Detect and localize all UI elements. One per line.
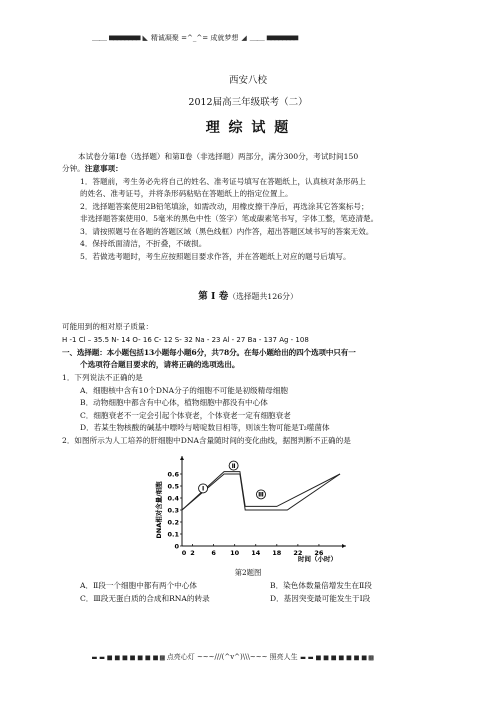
header-right-triangle: ◢	[241, 33, 247, 42]
y-tick-label: 0.3	[167, 506, 179, 515]
x-tick-label: 22	[293, 549, 303, 557]
note-1-cont: 的姓名、准考证号，并将条形码粘贴在答题纸上的指定位置上。	[80, 189, 293, 198]
intro-line-1: 本试卷分第Ⅰ卷（选择题）和第Ⅱ卷（非选择题）两部分，满分300分，考试时间150	[78, 152, 359, 161]
dna-content-chart	[150, 452, 360, 564]
header-decoration	[92, 32, 410, 43]
x-tick-label: 6	[211, 549, 216, 557]
footer-left-mark: ▩	[159, 652, 164, 662]
q2-option-c: C．Ⅲ段无蛋白质的合成和RNA的转录	[80, 594, 210, 603]
header-slogan: 精诚凝聚 =^_^= 成就梦想	[150, 33, 239, 42]
section-subtitle: （选择题共126分）	[228, 292, 298, 301]
y-tick-label: 0.5	[167, 482, 179, 491]
segment-label-2: Ⅱ	[231, 462, 236, 470]
y-tick-label: 0.2	[167, 518, 179, 527]
note-4: 4．保持纸面清洁，不折叠，不破损。	[80, 239, 207, 248]
subject-title: 理 综 试 题	[205, 120, 291, 136]
q1-option-d: D．若某生物核酸的碱基中嘌呤与嘧啶数目相等，则该生物可能是T₂噬菌体	[80, 423, 330, 432]
y-tick-label: 0.1	[167, 530, 179, 539]
atomic-mass-label: 可能用到的相对原子质量：	[62, 322, 154, 331]
x-tick-label: 14	[251, 549, 261, 557]
footer-decoration	[92, 652, 422, 662]
header-right-blocks: ■■■■■■■■	[266, 33, 298, 42]
x-axis-arrow	[342, 544, 346, 548]
school-name: 西安八校	[228, 75, 267, 86]
section-heading	[0, 288, 496, 302]
footer-slogan: 点亮心灯 ~~~///(^v^)\\\~~~ 照亮人生	[166, 653, 298, 661]
footer-right-blocks: ▬ ▬ ■ ■ ■ ■ ■ ■ ■	[300, 652, 366, 662]
section-title: 第 Ⅰ 卷	[198, 291, 229, 302]
q2-option-a: A．Ⅱ段一个细胞中都有两个中心体	[80, 581, 197, 590]
footer-right-mark: ▩	[368, 652, 373, 662]
footer-left-blocks: ▬ ▬ ■ ■ ■ ■ ■ ■ ■	[92, 652, 157, 662]
header-right-dashes: ＿＿	[249, 33, 264, 42]
note-5: 5．若做选考题时，考生应按照题目要求作答，并在答题纸上对应的题号后填写。	[80, 252, 351, 261]
y-axis-arrow	[180, 456, 184, 460]
y-tick-label: 0.4	[167, 494, 179, 503]
exam-title: 2012届高三年级联考（二）	[188, 97, 308, 108]
part1-instruction-cont: 个选项符合题目要求的，请将正确的选项选出。	[80, 360, 240, 369]
note-1: 1．答题前，考生务必先将自己的姓名、准考证号填写在答题纸上，认真核对条形码上	[80, 177, 366, 186]
note-2: 2．选择题答案使用2B铅笔填涂，如需改动，用橡皮擦干净后，再选涂其它答案标号；	[80, 202, 369, 211]
x-tick-label: 26	[314, 549, 324, 557]
x-tick-label: 10	[230, 549, 240, 557]
note-2-cont: 非选择题答案使用0．5毫米的黑色中性（签字）笔或碳素笔书写，字体工整，笔迹清楚。	[80, 214, 379, 223]
part1-instruction: 一、选择题：本小题包括13小题每小题6分，共78分。在每小题给出的四个选项中只有一	[62, 348, 356, 357]
q1-option-c: C．细胞衰老不一定会引起个体衰老，个体衰老一定有细胞衰老	[80, 411, 291, 420]
q2-option-d: D．基因突变最可能发生于Ⅰ段	[270, 594, 371, 603]
q1-option-b: B．动物细胞中都含有中心体，植物细胞中都没有中心体	[80, 398, 268, 407]
intro-line-2-text: 分钟。	[62, 164, 85, 173]
q1-option-a: A．细胞核中含有10个DNA分子的细胞不可能是初级精母细胞	[80, 386, 289, 395]
x-tick-label: 0	[181, 549, 187, 557]
intro-line-2	[62, 163, 434, 175]
q1-stem: 1．下列说法不正确的是	[62, 373, 143, 382]
x-tick-label: 2	[190, 549, 195, 557]
chart-ylabel: DNA相对含量/细胞	[155, 481, 163, 539]
q2-figure-caption: 第2题图	[234, 568, 262, 577]
q2-stem: 2．如图所示为人工培养的肝细胞中DNA含量随时间的变化曲线，据图判断不正确的是	[62, 436, 351, 445]
segment-label-3: Ⅲ	[258, 491, 264, 499]
segment-label-1: Ⅰ	[201, 485, 205, 493]
chart-xlabel: 时间（小时）	[298, 555, 337, 563]
header-left-dashes: ＿＿	[92, 33, 106, 42]
atomic-mass-values: H -1 Cl – 35.5 N- 14 O- 16 C- 12 S- 32 Na - 23 Al - 27 Ba - 137 Ag - 108	[62, 336, 309, 344]
note-3: 3．请按照题号在各题的答题区域（黑色线框）内作答，超出答题区域书写的答案无效。	[80, 227, 374, 236]
header-left-triangle: ◣	[142, 33, 148, 42]
header-left-blocks: ■■■■■■■■	[109, 33, 140, 42]
x-tick-label: 18	[272, 549, 282, 557]
notice-label: 注意事项：	[84, 164, 123, 173]
y-tick-label: 0	[174, 542, 179, 551]
y-tick-label: 0.6	[167, 470, 179, 479]
q2-option-b: B．染色体数量倍增发生在Ⅱ段	[270, 581, 372, 590]
